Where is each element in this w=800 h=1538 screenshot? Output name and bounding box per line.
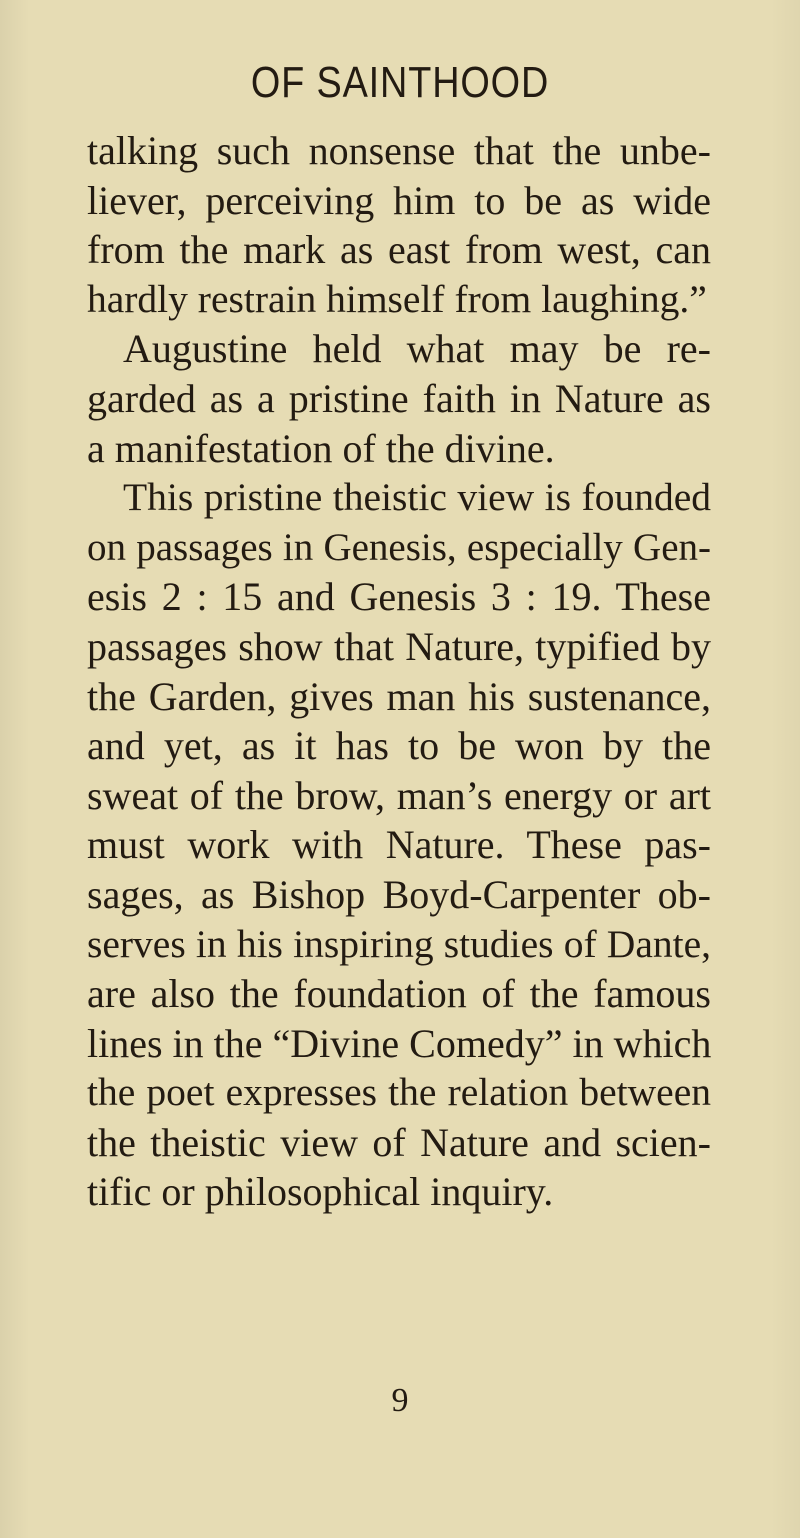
text-line: liever, perceiving him to be as wide (87, 177, 711, 223)
running-head: OF SAINTHOOD (250, 58, 550, 107)
text-line: talking such nonsense that the unbe- (87, 128, 711, 173)
text-line: esis 2 : 15 and Genesis 3 : 19. These (87, 574, 711, 620)
text-line: passages show that Nature, typified by (87, 623, 711, 669)
text-line: the poet expresses the relation between (87, 1070, 711, 1115)
text-line: hardly restrain himself from laughing.” (87, 276, 707, 321)
text-line: sweat of the brow, man’s energy or art (87, 772, 711, 818)
text-line: This pristine theistic view is founded (123, 475, 711, 520)
text-line: must work with Nature. These pas- (87, 822, 711, 868)
text-line: and yet, as it has to be won by the (87, 723, 711, 769)
text-line: serves in his inspiring studies of Dante, (87, 921, 711, 966)
body-text (87, 126, 711, 1217)
text-line: from the mark as east from west, can (87, 227, 711, 273)
text-line: on passages in Genesis, especially Gen- (87, 525, 711, 569)
text-line: Augustine held what may be re- (123, 326, 711, 372)
text-line: garded as a pristine faith in Nature as (87, 375, 711, 421)
text-line: the Garden, gives man his sustenance, (87, 673, 711, 719)
text-line: sages, as Bishop Boyd-Carpenter ob- (87, 871, 711, 917)
page-number: 9 (391, 1382, 409, 1419)
text-line: a manifestation of the divine. (87, 425, 555, 471)
text-line: are also the foundation of the famous (87, 971, 711, 1017)
text-line: lines in the “Divine Comedy” in which (87, 1020, 712, 1066)
text-line: the theistic view of Nature and scien- (87, 1119, 711, 1165)
text-line: tific or philosophical inquiry. (87, 1169, 554, 1215)
